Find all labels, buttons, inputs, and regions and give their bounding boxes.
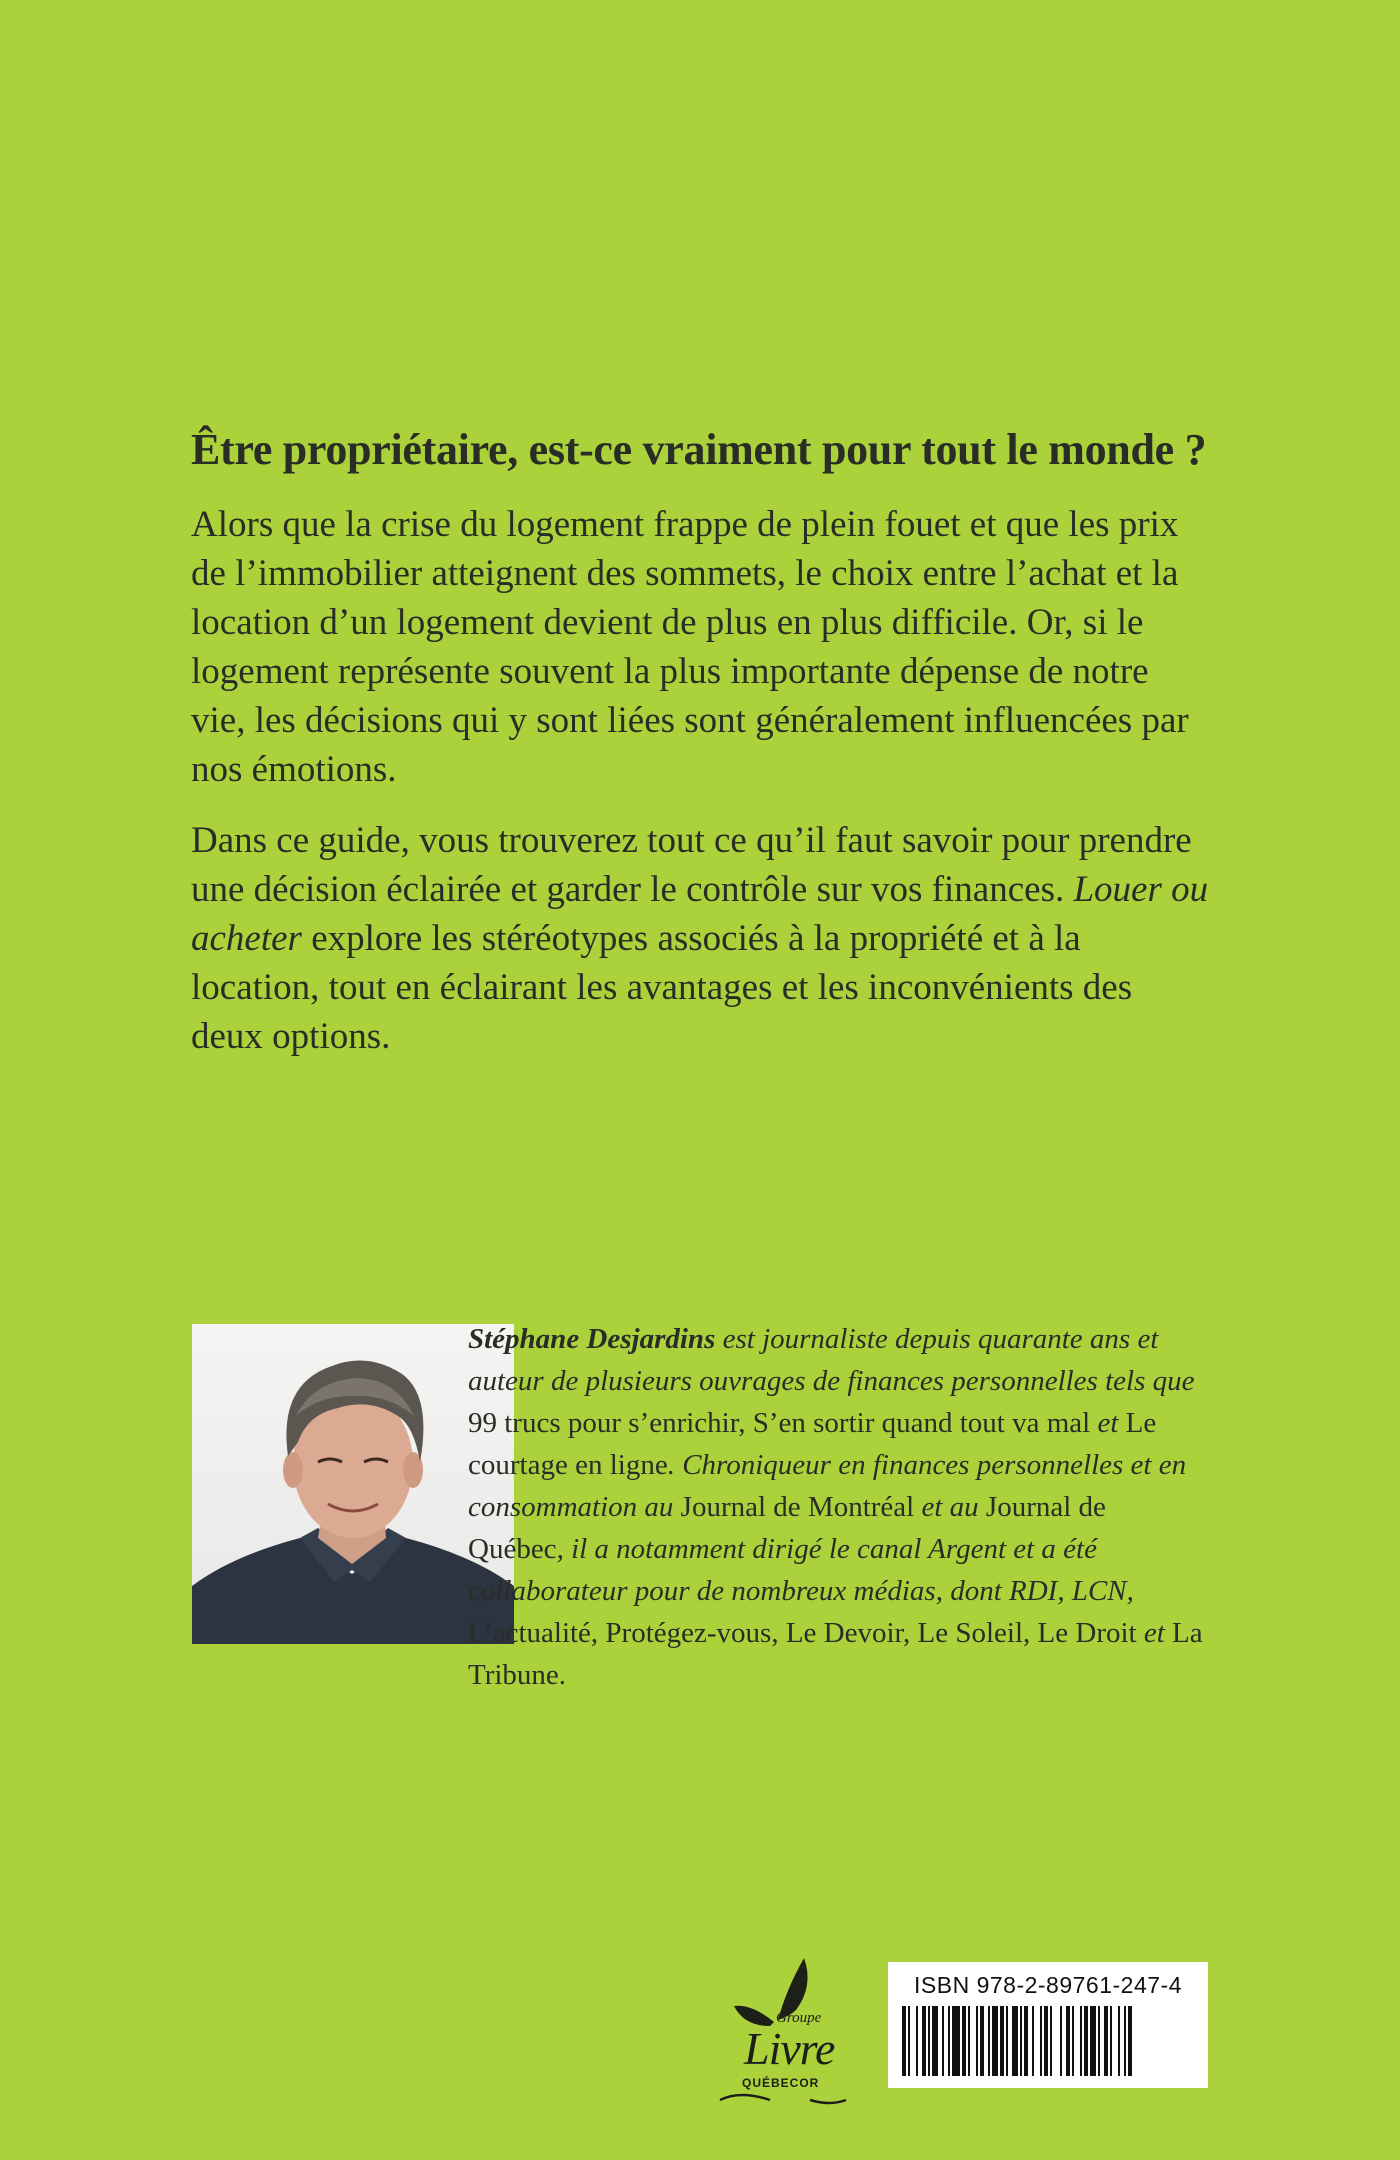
headline: Être propriétaire, est-ce vraiment pour tout le monde ? [191,425,1207,474]
barcode-bar [1060,2006,1062,2076]
barcode-bar [1044,2006,1048,2076]
barcode-bar [1072,2006,1074,2076]
author-bio [468,1318,1208,1696]
barcode-bar [1032,2006,1034,2076]
publisher-groupe: Groupe [776,2010,822,2026]
barcode-bar [1020,2006,1022,2076]
bio-media-last: La Tribune [468,1617,1203,1691]
barcode-bar [1080,2006,1082,2076]
barcode-bar [1128,2006,1132,2076]
bio-text-2: et [1090,1407,1126,1439]
bio-text-4: et au [914,1491,986,1523]
barcode-box [888,1962,1208,2088]
barcode-bar [908,2006,910,2076]
barcode-bar [902,2006,906,2076]
barcode-bar [968,2006,970,2076]
barcode-bar [1024,2006,1028,2076]
barcode-bar [922,2006,926,2076]
bio-text-5: , il a notamment dirigé le canal Argent et a été collaborateur pour de nombreux médias, dont RDI, LCN, [468,1533,1134,1607]
barcode-bar [942,2006,944,2076]
barcode-bar [1104,2006,1108,2076]
barcode-bar [1084,2006,1088,2076]
barcode-bar [1090,2006,1096,2076]
barcode-bar [962,2006,966,2076]
barcode-bar [1124,2006,1126,2076]
barcode-bar [1110,2006,1112,2076]
barcode-bar [952,2006,960,2076]
bio-text-6: et [1136,1617,1173,1649]
author-photo [192,1324,514,1644]
bio-sep-1: , [738,1407,753,1439]
barcode-bar [1118,2006,1120,2076]
barcode-bar [1000,2006,1004,2076]
bio-text-1: est journaliste depuis quarante ans et auteur de plusieurs ouvrages de finances personnelles tels que [468,1323,1195,1397]
barcode-bar [1006,2006,1008,2076]
book-title: Louer ou acheter [191,869,1209,959]
bio-paper-2: Journal de Québec [468,1491,1106,1565]
barcode-bar [1050,2006,1052,2076]
barcode [902,2006,1194,2076]
publisher-livre: Livre [744,2023,835,2074]
bio-title-2: S’en sortir quand tout va mal [752,1407,1091,1439]
publisher-logo [700,1950,860,2125]
description-paragraph-2 [191,816,1211,1061]
bio-media-list: L’actualité, Protégez-vous, Le Devoir, Le Soleil, Le Droit [468,1617,1137,1649]
bio-title-1: 99 trucs pour s’enrichir [468,1407,739,1439]
bio-paper-1: Journal de Montréal [680,1491,915,1523]
barcode-bar [928,2006,930,2076]
bio-text-3: . Chroniqueur en finances personnelles et en consommation au [468,1449,1187,1523]
barcode-bar [976,2006,978,2076]
paragraph-2-text-b: explore les stéréotypes associés à la propriété et à la location, tout en éclairant les avantages et les inconvénients des deux options. [191,918,1133,1057]
isbn-label: ISBN 978-2-89761-247-4 [914,1972,1182,1998]
barcode-bar [1066,2006,1070,2076]
barcode-bar [1098,2006,1100,2076]
barcode-bar [948,2006,950,2076]
barcode-bar [1040,2006,1042,2076]
barcode-bar [916,2006,918,2076]
publisher-quebecor: QUÉBECOR [742,2076,820,2090]
author-name: Stéphane Desjardins [468,1323,716,1355]
paragraph-2-text-a: Dans ce guide, vous trouverez tout ce qu’il faut savoir pour prendre une décision éclairée et garder le contrôle sur vos finances. [191,820,1192,910]
barcode-bar [932,2006,938,2076]
bio-title-3: Le courtage en ligne [468,1407,1157,1481]
barcode-bar [988,2006,990,2076]
description-paragraph-1: Alors que la crise du logement frappe de plein fouet et que les prix de l’immobilier atteignent des sommets, le choix entre l’achat et la location d’un logement devient de plus en plus difficile. Or, si le logement représente souvent la plus importante dépense de notre vie, les décisions qui y sont liées sont généralement influencées par nos émotions. [191,504,1189,790]
barcode-bar [980,2006,984,2076]
bio-end: . [558,1659,567,1691]
barcode-bar [992,2006,998,2076]
barcode-bar [1012,2006,1018,2076]
